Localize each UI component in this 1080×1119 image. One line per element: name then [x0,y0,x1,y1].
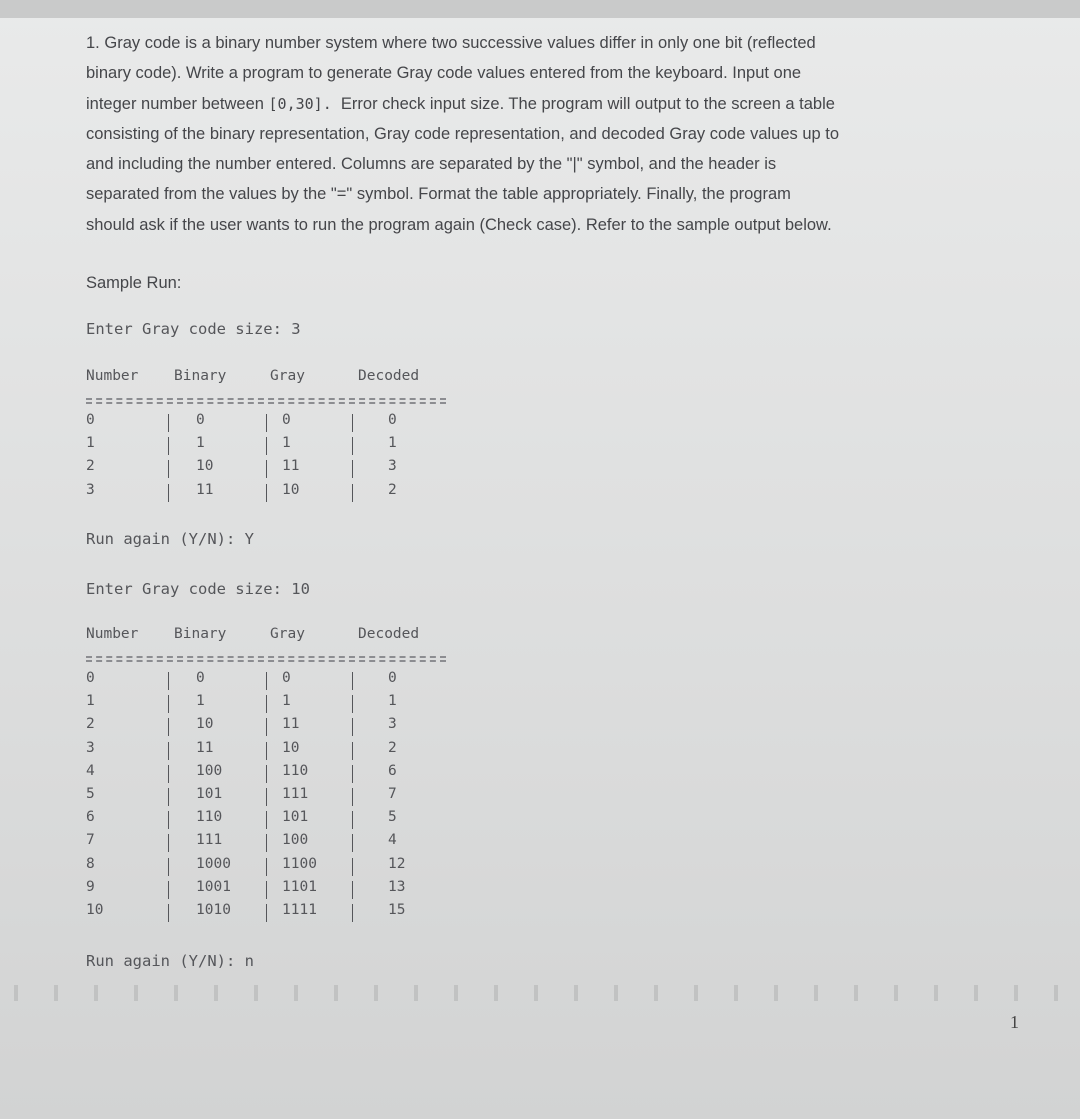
column-separator [352,834,353,852]
column-separator [168,858,169,876]
run1-prompt: Enter Gray code size: 3 [86,320,301,338]
table-row [86,786,466,809]
binary-cell: 1010 [196,901,231,918]
number-cell: 8 [86,855,95,872]
binary-cell: 111 [196,832,223,849]
decoded-cell: 5 [388,809,397,826]
column-separator [352,672,353,690]
number-cell: 6 [86,809,95,826]
column-separator [266,788,267,806]
problem-line-7: should ask if the user wants to run the program again (Check case). Refer to the sample output below. [86,215,832,234]
gray-cell: 10 [282,739,300,756]
decoded-cell: 2 [388,739,397,756]
column-separator [266,460,267,478]
table-row [86,902,466,925]
number-cell: 3 [86,481,95,498]
column-separator [352,881,353,899]
column-separator [352,414,353,432]
column-separator [168,414,169,432]
binary-cell: 0 [196,412,205,428]
gray-cell: 1100 [282,855,317,872]
column-separator [266,765,267,783]
table-row [86,856,466,879]
table-header [86,368,466,390]
problem-text [86,28,1006,240]
number-cell: 9 [86,878,95,895]
range-code: [0,30]. [268,94,332,113]
number-cell: 5 [86,785,95,802]
table-row [86,412,466,435]
column-separator [352,695,353,713]
decoded-cell: 7 [388,785,397,802]
table-row [86,670,466,693]
binary-cell: 0 [196,670,205,686]
decoded-cell: 0 [388,670,397,686]
gray-cell: 100 [282,832,309,849]
header-decoded: Decoded [358,626,420,642]
table-header [86,626,466,648]
gray-cell: 0 [282,412,291,428]
column-separator [352,811,353,829]
column-separator [168,672,169,690]
binary-cell: 10 [196,716,214,733]
number-cell: 0 [86,670,95,686]
table-row [86,740,466,763]
table-row [86,435,466,458]
header-separator [86,648,446,670]
column-separator [266,742,267,760]
gray-cell: 101 [282,809,309,826]
number-cell: 0 [86,412,95,428]
problem-line-2: binary code). Write a program to generate Gray code values entered from the keyboard. Input one [86,64,802,83]
binary-cell: 110 [196,809,223,826]
decoded-cell: 3 [388,716,397,733]
header-binary: Binary [174,626,227,642]
header-number: Number [86,368,139,384]
column-separator [266,834,267,852]
column-separator [168,742,169,760]
column-separator [352,742,353,760]
column-separator [352,460,353,478]
column-separator [266,718,267,736]
run2-again: Run again (Y/N): n [86,952,254,970]
table-row [86,832,466,855]
decoded-cell: 6 [388,762,397,779]
decoded-cell: 0 [388,412,397,428]
header-gray: Gray [270,368,305,384]
number-cell: 2 [86,458,95,475]
number-cell: 1 [86,435,95,452]
column-separator [266,881,267,899]
page-number: 1 [1010,1012,1019,1032]
column-separator [168,437,169,455]
table-row [86,716,466,739]
gray-cell: 11 [282,458,300,475]
sample-run-label: Sample Run: [86,274,182,292]
column-separator [168,788,169,806]
number-cell: 7 [86,832,95,849]
number-cell: 3 [86,739,95,756]
decoded-cell: 12 [388,855,406,872]
header-gray: Gray [270,626,305,642]
column-separator [352,904,353,922]
decoded-cell: 13 [388,878,406,895]
table-row [86,763,466,786]
table-row [86,482,466,505]
problem-line-5: and including the number entered. Columns are separated by the "|" symbol, and the header is [86,155,777,174]
column-separator [352,765,353,783]
decoded-cell: 3 [388,458,397,475]
column-separator [352,788,353,806]
column-separator [266,484,267,502]
binary-cell: 1 [196,693,205,710]
gray-cell: 111 [282,785,309,802]
run1-table [86,368,466,505]
number-cell: 1 [86,693,95,710]
column-separator [352,718,353,736]
column-separator [266,672,267,690]
problem-line-6: separated from the values by the "=" symbol. Format the table appropriately. Finally, the program [86,185,791,204]
column-separator [168,904,169,922]
problem-line-1: 1. Gray code is a binary number system where two successive values differ in only one bit (reflected [86,34,816,52]
column-separator [168,460,169,478]
column-separator [168,484,169,502]
gray-cell: 1101 [282,878,317,895]
problem-line-3: integer number between [0,30]. Error check input size. The program will output to the screen a table [86,94,835,113]
run1-again: Run again (Y/N): Y [86,530,254,548]
binary-cell: 1 [196,435,205,452]
column-separator [266,414,267,432]
gray-cell: 10 [282,481,300,498]
decoded-cell: 4 [388,832,397,849]
column-separator [168,834,169,852]
table-row [86,693,466,716]
number-cell: 4 [86,762,95,779]
column-separator [266,437,267,455]
column-separator [266,858,267,876]
gray-cell: 1111 [282,901,317,918]
column-separator [168,811,169,829]
binary-cell: 1000 [196,855,231,872]
run2-table [86,626,466,925]
run2-prompt: Enter Gray code size: 10 [86,580,310,598]
header-number: Number [86,626,139,642]
gray-cell: 11 [282,716,300,733]
scan-artifact [0,985,1080,1001]
column-separator [168,718,169,736]
binary-cell: 10 [196,458,214,475]
decoded-cell: 1 [388,693,397,710]
binary-cell: 11 [196,739,214,756]
column-separator [266,695,267,713]
column-separator [168,881,169,899]
table-row [86,458,466,481]
header-separator [86,390,446,412]
number-cell: 2 [86,716,95,733]
decoded-cell: 1 [388,435,397,452]
problem-line-4: consisting of the binary representation, Gray code representation, and decoded Gray code values up to [86,124,840,143]
column-separator [266,811,267,829]
top-band [0,0,1080,18]
header-decoded: Decoded [358,368,420,384]
decoded-cell: 2 [388,481,397,498]
gray-cell: 1 [282,693,291,710]
column-separator [352,437,353,455]
column-separator [266,904,267,922]
table-row [86,809,466,832]
header-binary: Binary [174,368,227,384]
binary-cell: 1001 [196,878,231,895]
gray-cell: 1 [282,435,291,452]
binary-cell: 11 [196,481,214,498]
table-row [86,879,466,902]
gray-cell: 110 [282,762,309,779]
decoded-cell: 15 [388,901,406,918]
column-separator [352,484,353,502]
column-separator [168,765,169,783]
column-separator [168,695,169,713]
gray-cell: 0 [282,670,291,686]
binary-cell: 101 [196,785,223,802]
binary-cell: 100 [196,762,223,779]
number-cell: 10 [86,901,104,918]
column-separator [352,858,353,876]
